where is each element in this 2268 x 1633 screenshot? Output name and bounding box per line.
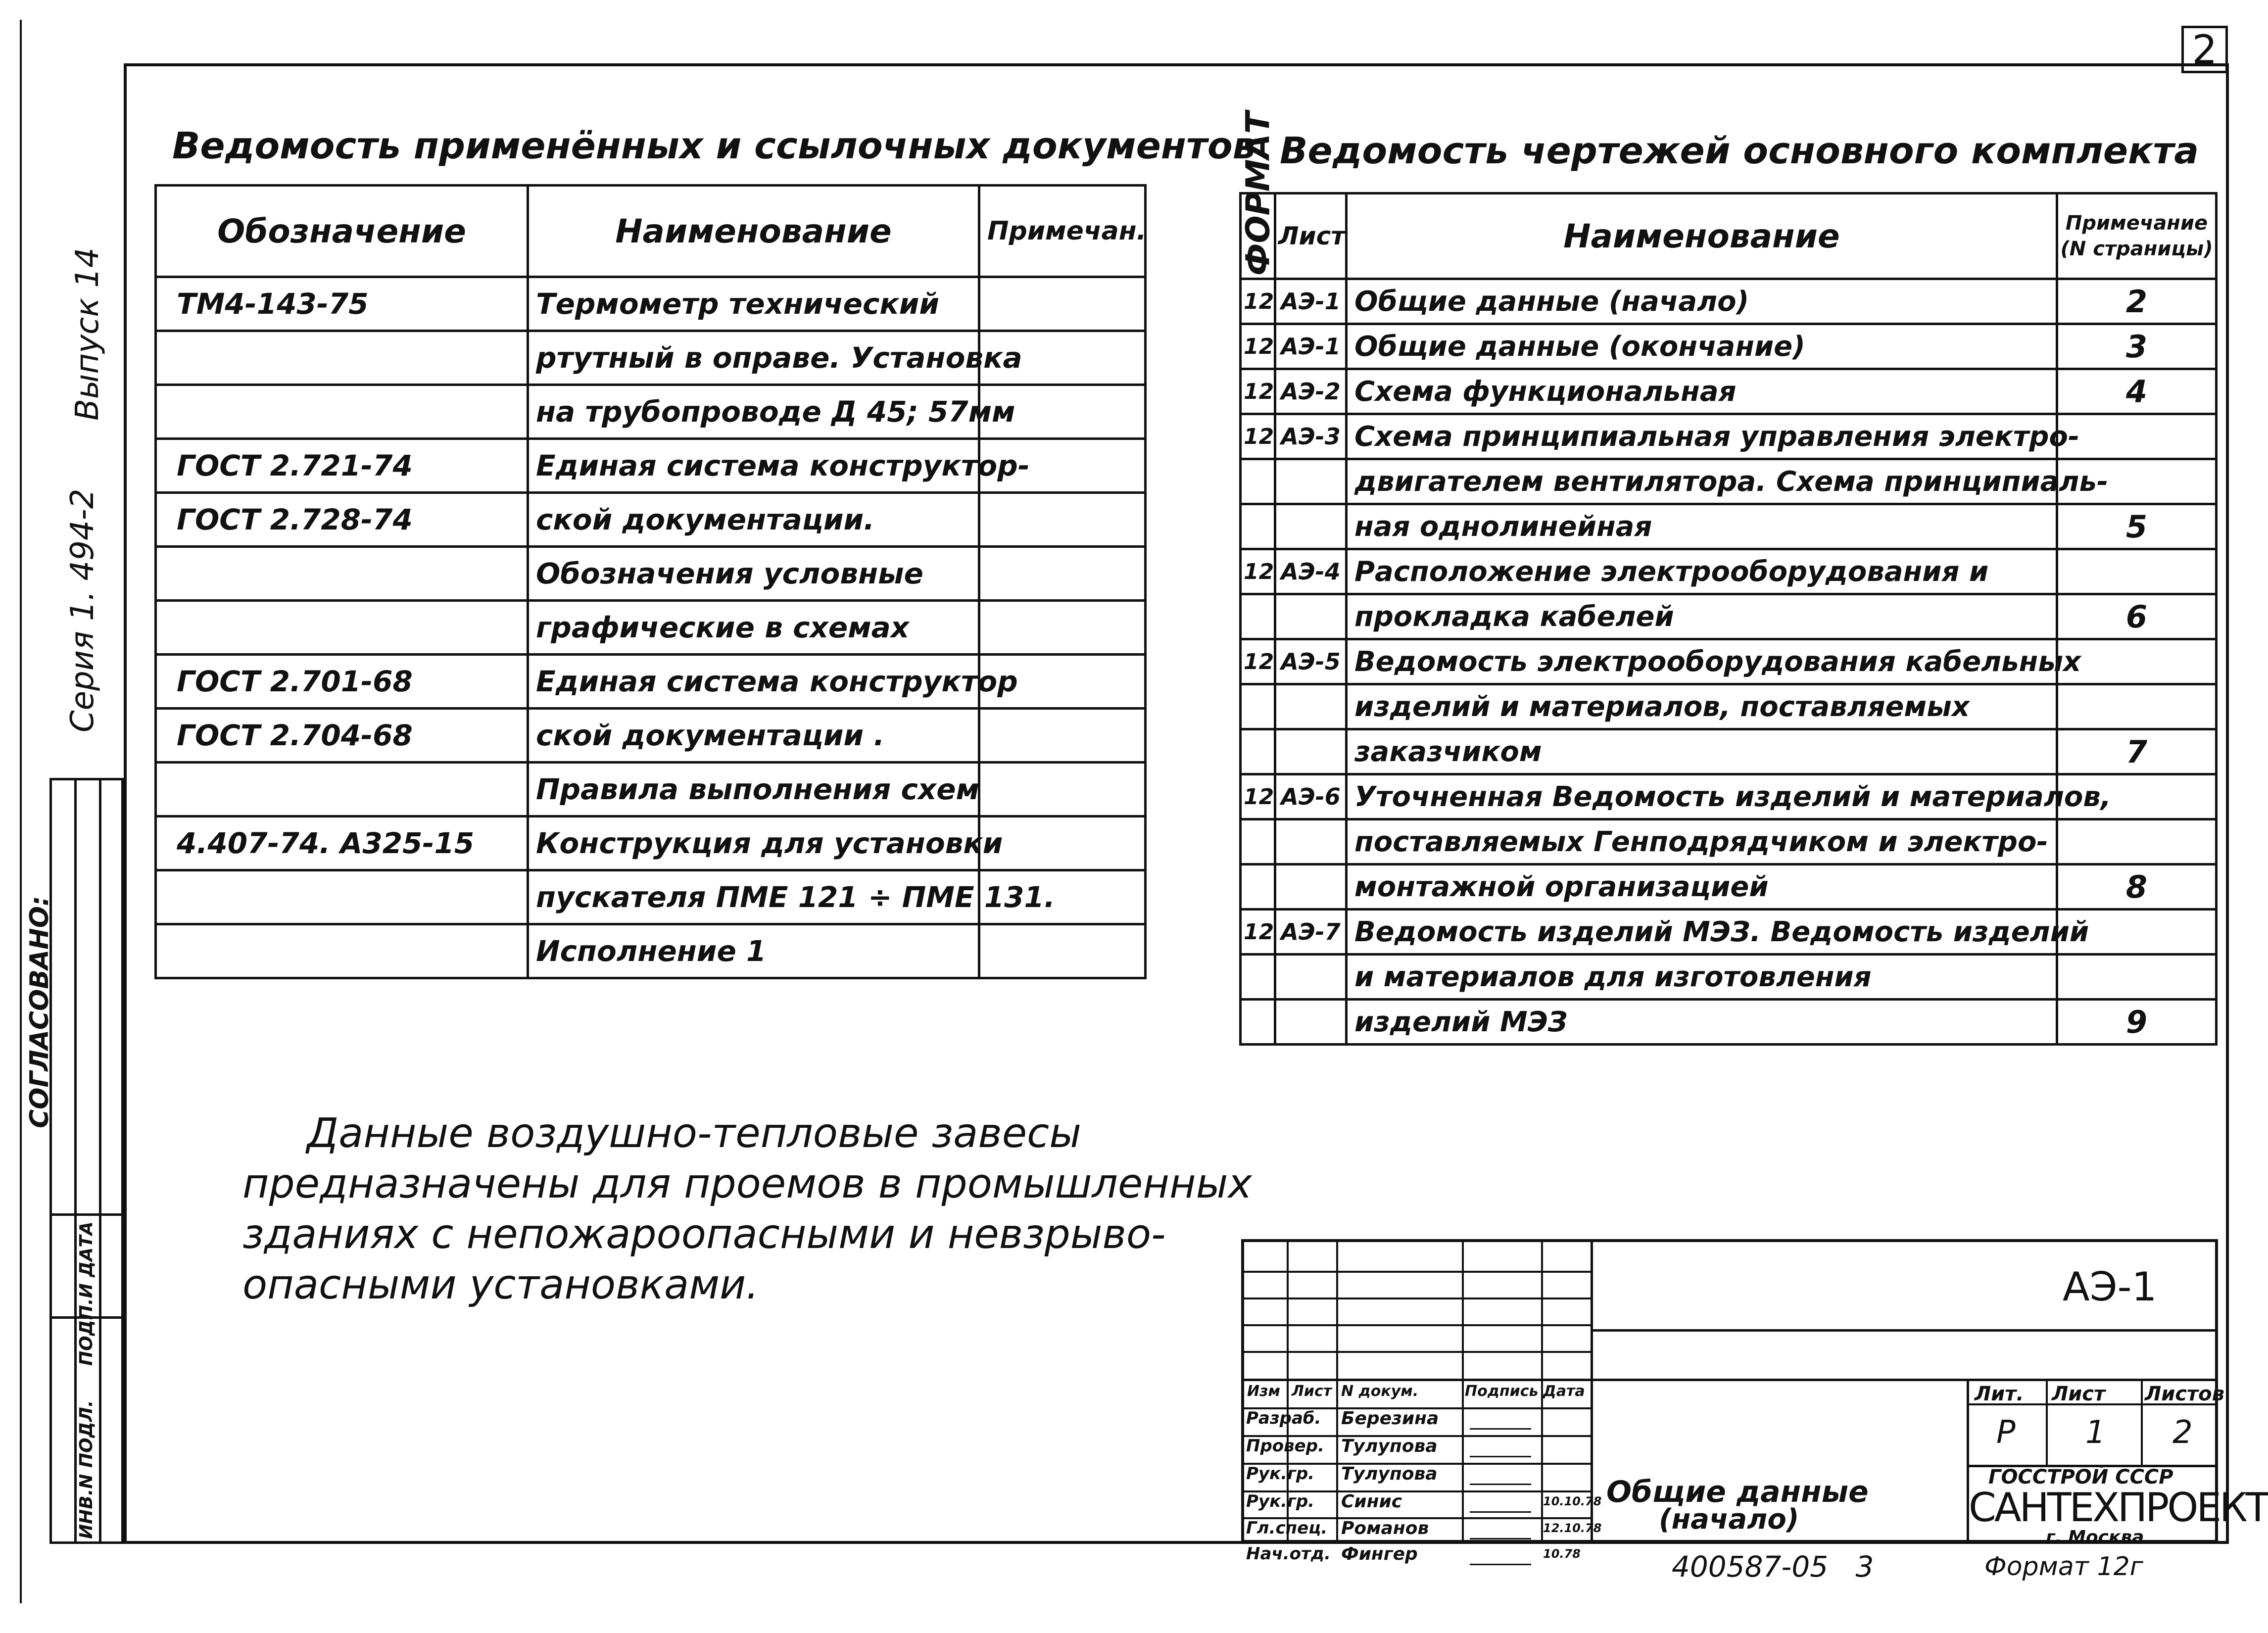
col-header-doc: N докум. xyxy=(1341,1383,1419,1400)
format-cell: 12 xyxy=(1241,549,1275,594)
name-cell: Расположение электрооборудования и xyxy=(1347,549,2057,594)
page-cell: 9 xyxy=(2057,1000,2217,1045)
designation-cell xyxy=(156,331,528,385)
sheet-cell xyxy=(1275,459,1347,504)
description-paragraph xyxy=(242,1108,1252,1310)
signature-mark xyxy=(1470,1551,1531,1565)
table-row xyxy=(1241,459,2217,504)
table-row xyxy=(1241,414,2217,459)
name-cell: Термометр технический xyxy=(528,277,979,331)
name-cell: Конструкция для установки xyxy=(528,816,979,870)
name-cell: ской документации. xyxy=(528,493,979,547)
table-row xyxy=(156,709,1146,763)
name-cell: монтажной организацией xyxy=(1347,865,2057,910)
designation-cell xyxy=(156,924,528,978)
col-header-signature: Подпись xyxy=(1465,1383,1539,1400)
page-cell xyxy=(2057,549,2217,594)
sheet-cell xyxy=(1275,865,1347,910)
col-header-date: Дата xyxy=(1543,1383,1585,1400)
name-cell: ная однолинейная xyxy=(1347,504,2057,549)
table-row xyxy=(1241,549,2217,594)
table-row xyxy=(156,601,1146,655)
table-row xyxy=(1241,955,2217,1000)
name-cell: и материалов для изготовления xyxy=(1347,955,2057,1000)
note-cell xyxy=(979,277,1146,331)
designation-cell xyxy=(156,601,528,655)
stamp-date: 10.78 xyxy=(1543,1547,1581,1561)
designation-cell: ГОСТ 2.728-74 xyxy=(156,493,528,547)
document-title-line1: Общие данные xyxy=(1606,1475,1869,1509)
sheet-cell: АЭ-1 xyxy=(1275,324,1347,369)
sheet-cell xyxy=(1275,684,1347,729)
table-row xyxy=(156,277,1146,331)
sheet-cell: АЭ-2 xyxy=(1275,369,1347,414)
col-designation: Обозначение xyxy=(156,186,528,277)
col-header-sheet: Лист xyxy=(1292,1383,1332,1400)
page-cell: 4 xyxy=(2057,369,2217,414)
paragraph-line: зданиях с непожароопасными и невзрыво- xyxy=(242,1211,1166,1258)
stamp-date: 10.10.78 xyxy=(1543,1494,1602,1508)
name-cell: Ведомость изделий МЭЗ. Ведомость изделий xyxy=(1347,910,2057,955)
left-margin-line xyxy=(20,20,22,1603)
signature-mark xyxy=(1470,1498,1531,1513)
note-cell xyxy=(979,709,1146,763)
format-cell: 12 xyxy=(1241,279,1275,324)
format-cell: 12 xyxy=(1241,369,1275,414)
note-cell xyxy=(979,493,1146,547)
sheet-cell xyxy=(1275,594,1347,639)
sheet-cell: АЭ-7 xyxy=(1275,910,1347,955)
note-cell xyxy=(979,547,1146,601)
designation-cell: 4.407-74. А325-15 xyxy=(156,816,528,870)
designation-cell: ТМ4-143-75 xyxy=(156,277,528,331)
note-cell xyxy=(979,763,1146,816)
stamp-person-name: Тулупова xyxy=(1341,1464,1438,1484)
org-line1: ГОССТРОЙ СССР xyxy=(1988,1466,2173,1489)
table-row xyxy=(156,493,1146,547)
referenced-documents-table xyxy=(154,184,1147,979)
name-cell: ртутный в оправе. Установка xyxy=(528,331,979,385)
col-sheet: Лист xyxy=(1275,193,1347,279)
table-row xyxy=(1241,865,2217,910)
issue-label: Выпуск 14 xyxy=(69,247,106,421)
drawing-code: АЭ-1 xyxy=(2063,1264,2157,1310)
sheet-number: 2 xyxy=(2181,26,2228,73)
table-row xyxy=(1241,594,2217,639)
table-row xyxy=(156,870,1146,924)
page-cell: 5 xyxy=(2057,504,2217,549)
signature-mark xyxy=(1470,1525,1531,1539)
table-row xyxy=(156,924,1146,978)
stamp-date: 12.10.78 xyxy=(1543,1521,1602,1535)
name-cell: Обозначения условные xyxy=(528,547,979,601)
stamp-role: Гл.спец. xyxy=(1246,1518,1328,1538)
sheet-cell xyxy=(1275,1000,1347,1045)
format-cell xyxy=(1241,729,1275,774)
page-cell xyxy=(2057,684,2217,729)
page-cell: 2 xyxy=(2057,279,2217,324)
format-cell xyxy=(1241,594,1275,639)
stamp-person-name: Синис xyxy=(1341,1491,1402,1512)
name-cell: заказчиком xyxy=(1347,729,2057,774)
table-row xyxy=(1241,504,2217,549)
page-cell xyxy=(2057,819,2217,865)
note-cell xyxy=(979,601,1146,655)
stamp-role: Рук.гр. xyxy=(1246,1491,1315,1511)
table-row xyxy=(156,331,1146,385)
name-cell: графические в схемах xyxy=(528,601,979,655)
table-row xyxy=(1241,1000,2217,1045)
table-header-row xyxy=(1241,193,2217,279)
agreed-label: СОГЛАСОВАНО: xyxy=(25,896,54,1128)
page-cell: 8 xyxy=(2057,865,2217,910)
page-cell: 7 xyxy=(2057,729,2217,774)
sheet-cell: АЭ-4 xyxy=(1275,549,1347,594)
archive-number: 400587-05 3 xyxy=(1672,1550,1874,1584)
name-cell: Общие данные (начало) xyxy=(1347,279,2057,324)
designation-cell: ГОСТ 2.704-68 xyxy=(156,709,528,763)
sheet-cell xyxy=(1275,504,1347,549)
signature-mark xyxy=(1470,1471,1531,1485)
col-format: ФОРМАТ xyxy=(1241,193,1275,279)
table-row xyxy=(156,547,1146,601)
format-cell: 12 xyxy=(1241,414,1275,459)
designation-cell xyxy=(156,385,528,439)
table-row xyxy=(156,439,1146,493)
sheet-cell: АЭ-3 xyxy=(1275,414,1347,459)
left-table-title: Ведомость применённых и ссылочных документов xyxy=(172,125,1256,167)
org-line3: г. Москва xyxy=(2046,1527,2144,1547)
sign-date-label: ПОДП.И ДАТА xyxy=(76,1221,97,1366)
paragraph-line: предназначены для проемов в промышленных xyxy=(242,1160,1252,1207)
org-line2: САНТЕХПРОЕКТ xyxy=(1969,1485,2268,1531)
table-row xyxy=(156,655,1146,709)
name-cell: Единая система конструктор xyxy=(528,655,979,709)
format-cell: 12 xyxy=(1241,324,1275,369)
format-cell xyxy=(1241,819,1275,865)
format-cell xyxy=(1241,865,1275,910)
stamp-role: Нач.отд. xyxy=(1246,1544,1331,1564)
col-header-change: Изм xyxy=(1247,1383,1281,1400)
signature-mark xyxy=(1470,1443,1531,1457)
table-row xyxy=(1241,684,2217,729)
designation-cell xyxy=(156,763,528,816)
name-cell: прокладка кабелей xyxy=(1347,594,2057,639)
page-cell: 6 xyxy=(2057,594,2217,639)
name-cell: пускателя ПМЕ 121 ÷ ПМЕ 131. xyxy=(528,870,979,924)
name-cell: поставляемых Генподрядчиком и электро- xyxy=(1347,819,2057,865)
table-row xyxy=(156,816,1146,870)
sheet-cell xyxy=(1275,955,1347,1000)
name-cell: Схема принципиальная управления электро- xyxy=(1347,414,2057,459)
sheet-label: Лист xyxy=(2052,1383,2106,1405)
table-row xyxy=(1241,639,2217,684)
table-row xyxy=(1241,819,2217,865)
name-cell: изделий МЭЗ xyxy=(1347,1000,2057,1045)
stamp-role: Провер. xyxy=(1246,1436,1324,1456)
stamp-person-name: Тулупова xyxy=(1341,1436,1438,1456)
format-cell: 12 xyxy=(1241,910,1275,955)
name-cell: на трубопроводе Д 45; 57мм xyxy=(528,385,979,439)
sheet-value: 1 xyxy=(2085,1414,2106,1451)
signature-mark xyxy=(1470,1415,1531,1430)
table-row xyxy=(1241,324,2217,369)
designation-cell xyxy=(156,547,528,601)
table-header-row xyxy=(156,186,1146,277)
name-cell: Единая система конструктор- xyxy=(528,439,979,493)
lit-value: Р xyxy=(1996,1414,2016,1451)
sheet-cell: АЭ-5 xyxy=(1275,639,1347,684)
designation-cell: ГОСТ 2.721-74 xyxy=(156,439,528,493)
paragraph-line: опасными установками. xyxy=(242,1261,759,1308)
page-cell xyxy=(2057,955,2217,1000)
inv-label: ИНВ.N ПОДЛ. xyxy=(76,1400,97,1539)
sheets-label: Листов xyxy=(2145,1383,2224,1405)
document-title-line2: (начало) xyxy=(1659,1503,1799,1536)
format-cell: 12 xyxy=(1241,639,1275,684)
name-cell: ской документации . xyxy=(528,709,979,763)
sheet-cell xyxy=(1275,729,1347,774)
table-row xyxy=(156,385,1146,439)
stamp-person-name: Романов xyxy=(1341,1518,1429,1538)
right-table-title: Ведомость чертежей основного комплекта xyxy=(1280,130,2199,172)
note-cell xyxy=(979,924,1146,978)
name-cell: Общие данные (окончание) xyxy=(1347,324,2057,369)
sheets-value: 2 xyxy=(2172,1414,2193,1451)
sheet-cell: АЭ-1 xyxy=(1275,279,1347,324)
table-row xyxy=(1241,729,2217,774)
page-cell xyxy=(2057,414,2217,459)
name-cell: двигателем вентилятора. Схема принципиаль- xyxy=(1347,459,2057,504)
stamp-person-name: Фингер xyxy=(1341,1544,1418,1564)
sheet-cell: АЭ-6 xyxy=(1275,774,1347,819)
col-name: Наименование xyxy=(1347,193,2057,279)
name-cell: Ведомость электрооборудования кабельных xyxy=(1347,639,2057,684)
name-cell: Исполнение 1 xyxy=(528,924,979,978)
format-cell: 12 xyxy=(1241,774,1275,819)
table-row xyxy=(1241,910,2217,955)
stamp-person-name: Березина xyxy=(1341,1408,1439,1429)
series-label: Серия 1. 494-2 xyxy=(64,488,101,732)
lit-label: Лит. xyxy=(1975,1383,2024,1405)
col-name: Наименование xyxy=(528,186,979,277)
table-row xyxy=(1241,774,2217,819)
format-cell xyxy=(1241,504,1275,549)
col-note: Примечан. xyxy=(979,186,1146,277)
sheet-cell xyxy=(1275,819,1347,865)
page-cell: 3 xyxy=(2057,324,2217,369)
note-cell xyxy=(979,816,1146,870)
table-row xyxy=(1241,279,2217,324)
designation-cell xyxy=(156,870,528,924)
format-cell xyxy=(1241,1000,1275,1045)
name-cell: Схема функциональная xyxy=(1347,369,2057,414)
table-row xyxy=(156,763,1146,816)
format-cell xyxy=(1241,459,1275,504)
name-cell: изделий и материалов, поставляемых xyxy=(1347,684,2057,729)
name-cell: Уточненная Ведомость изделий и материалов, xyxy=(1347,774,2057,819)
format-cell xyxy=(1241,684,1275,729)
table-row xyxy=(1241,369,2217,414)
stamp-role: Рук.гр. xyxy=(1246,1464,1315,1484)
paragraph-line: Данные воздушно-тепловые завесы xyxy=(307,1110,1081,1157)
designation-cell: ГОСТ 2.701-68 xyxy=(156,655,528,709)
name-cell: Правила выполнения схем xyxy=(528,763,979,816)
stamp-role: Разраб. xyxy=(1246,1408,1321,1428)
format-label: Формат 12г xyxy=(1984,1552,2143,1582)
title-block xyxy=(1241,1239,2268,1564)
format-cell xyxy=(1241,955,1275,1000)
col-note: Примечание (N страницы) xyxy=(2057,193,2217,279)
